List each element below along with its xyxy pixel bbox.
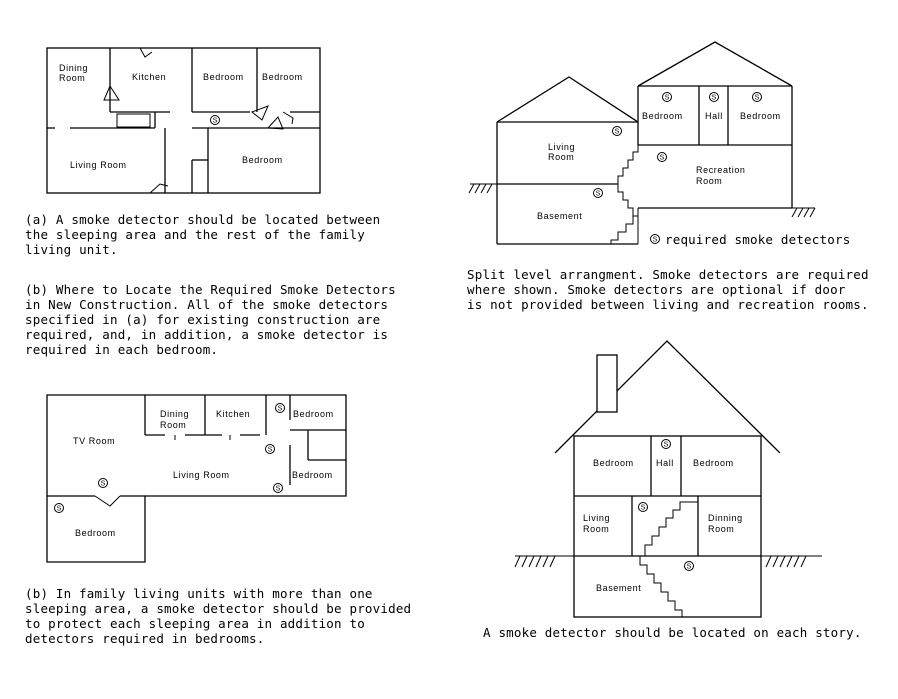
room-label: Kitchen: [216, 409, 251, 419]
door-swing: [252, 106, 268, 120]
svg-text:S: S: [212, 117, 218, 125]
caption-line: detectors required in bedrooms.: [25, 631, 265, 646]
door-swing: [283, 112, 293, 124]
multi-story-house: [515, 341, 822, 617]
door-swing: [140, 48, 152, 57]
room-label: Dining: [59, 63, 89, 73]
smoke-detector-icon: [753, 93, 762, 102]
caption-line: where shown. Smoke detectors are optional if door: [467, 282, 846, 297]
caption-line: (a) A smoke detector should be located between: [25, 212, 381, 227]
caption-line: the sleeping area and the rest of the family: [25, 227, 365, 242]
room-label: Bedroom: [262, 72, 303, 82]
smoke-detector-icon: [99, 479, 108, 488]
svg-text:S: S: [277, 405, 283, 413]
caption-line: (b) Where to Locate the Required Smoke Detectors: [25, 282, 396, 297]
room-label: Bedroom: [242, 155, 283, 165]
smoke-detector-icon: [594, 189, 603, 198]
floor-plan-2: [47, 395, 346, 562]
door-swing: [268, 117, 283, 129]
room-label: Room: [160, 420, 187, 430]
svg-text:S: S: [640, 504, 646, 512]
room-label: Room: [696, 176, 723, 186]
room-label: Bedroom: [75, 528, 116, 538]
room-label: Living: [583, 513, 611, 523]
room-label: Dinning: [708, 513, 743, 523]
room-label: Bedroom: [740, 111, 781, 121]
room-label: Basement: [537, 211, 583, 221]
caption-3: [25, 586, 411, 646]
caption-line: required in each bedroom.: [25, 342, 219, 357]
split-level-house: [469, 42, 850, 247]
legend: [651, 232, 851, 247]
room-label: Hall: [656, 458, 674, 468]
smoke-detector-icon: [658, 153, 667, 162]
room-label: Bedroom: [293, 409, 334, 419]
room-label: Basement: [596, 583, 642, 593]
svg-text:S: S: [56, 505, 62, 513]
room-label: Bedroom: [203, 72, 244, 82]
caption-4: A smoke detector should be located on each story.: [483, 625, 862, 640]
room-label: Room: [583, 524, 610, 534]
svg-text:S: S: [664, 94, 670, 102]
caption-line: sleeping area, a smoke detector should be provided: [25, 601, 412, 616]
smoke-detector-icon: [663, 93, 672, 102]
room-label: Bedroom: [292, 470, 333, 480]
caption-line: Split level arrangment. Smoke detectors are required: [467, 267, 869, 282]
smoke-detector-icon: [685, 562, 694, 571]
room-label: Bedroom: [693, 458, 734, 468]
caption-line: specified in (a) for existing construction are: [25, 312, 381, 327]
room-label: Kitchen: [132, 72, 167, 82]
legend-label: required smoke detectors: [665, 232, 851, 247]
room-label: Room: [708, 524, 735, 534]
caption-2: [467, 267, 869, 312]
smoke-detector-icon: [276, 404, 285, 413]
smoke-detector-icon: [266, 445, 275, 454]
door-swing: [104, 86, 119, 100]
smoke-detector-icon: [613, 127, 622, 136]
svg-text:S: S: [659, 154, 665, 162]
svg-text:S: S: [595, 190, 601, 198]
floor-plan-1: [47, 48, 320, 193]
caption-line: is not provided between living and recreation rooms.: [467, 297, 869, 312]
svg-text:S: S: [663, 441, 669, 449]
svg-text:S: S: [711, 94, 717, 102]
room-label: Bedroom: [642, 111, 683, 121]
caption-1: [25, 212, 396, 357]
svg-text:S: S: [267, 446, 273, 454]
svg-text:S: S: [614, 128, 620, 136]
room-label: Recreation: [696, 165, 746, 175]
room-label: Bedroom: [593, 458, 634, 468]
room-label: Room: [59, 73, 86, 83]
svg-text:S: S: [754, 94, 760, 102]
svg-text:S: S: [652, 236, 658, 244]
room-label: Dining: [160, 409, 190, 419]
smoke-detector-icon: [211, 116, 220, 125]
smoke-detector-icon: [662, 440, 671, 449]
smoke-detector-icon: [651, 235, 660, 244]
room-label: Room: [548, 152, 575, 162]
room-label: Living Room: [173, 470, 230, 480]
room-label: Hall: [705, 111, 723, 121]
svg-text:S: S: [686, 563, 692, 571]
room-label: Living Room: [70, 160, 127, 170]
room-label: TV Room: [73, 436, 116, 446]
room-label: Living: [548, 142, 576, 152]
smoke-detector-icon: [639, 503, 648, 512]
svg-text:S: S: [100, 480, 106, 488]
caption-line: to protect each sleeping area in addition to: [25, 616, 365, 631]
smoke-detector-icon: [710, 93, 719, 102]
smoke-detector-icon: [55, 504, 64, 513]
svg-text:S: S: [275, 485, 281, 493]
caption-line: required, and, in addition, a smoke detector is: [25, 327, 389, 342]
caption-line: living unit.: [25, 242, 118, 257]
smoke-detector-icon: [274, 484, 283, 493]
caption-line: in New Construction. All of the smoke detectors: [25, 297, 389, 312]
caption-line: (b) In family living units with more than one: [25, 586, 373, 601]
